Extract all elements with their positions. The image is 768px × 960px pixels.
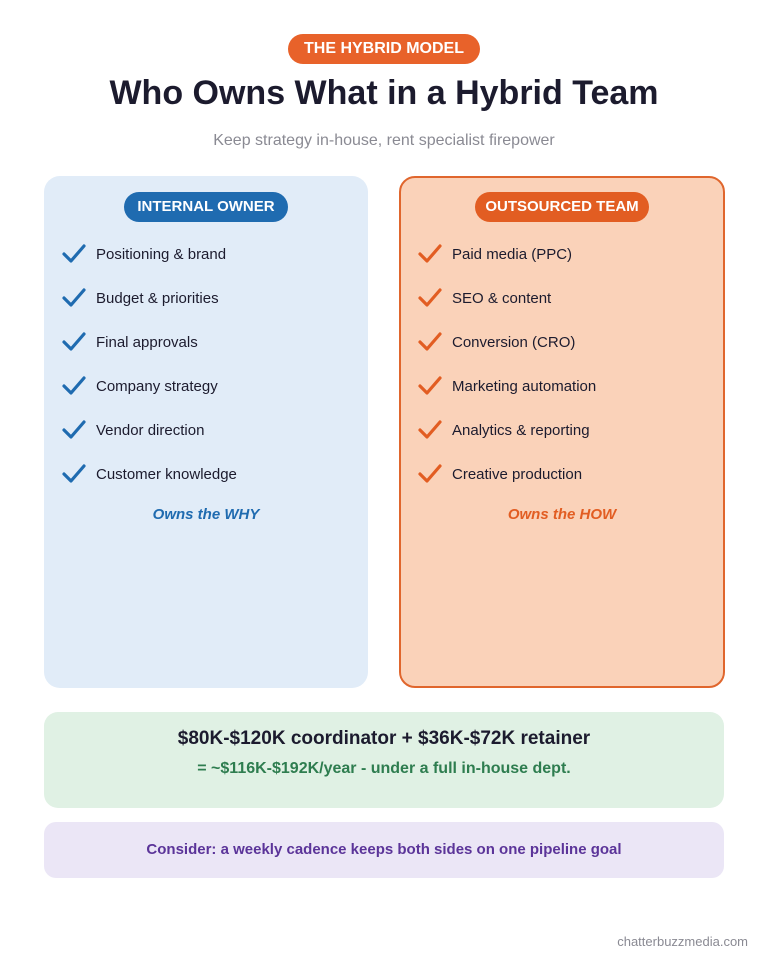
list-item [418,276,596,320]
outsourced-team-list [418,232,596,496]
check-icon [62,460,96,488]
list-item [418,232,596,276]
list-item [62,408,237,452]
tip-callout: Consider: a weekly cadence keeps both sides on one pipeline goal [44,822,724,878]
check-icon [418,240,452,268]
page-title: Who Owns What in a Hybrid Team [109,74,659,112]
check-icon [418,416,452,444]
outsourced-team-label: OUTSOURCED TEAM [475,192,649,222]
internal-owner-label: INTERNAL OWNER [124,192,288,222]
page-subtitle: Keep strategy in-house, rent specialist firepower [213,132,555,149]
check-icon [418,460,452,488]
list-item [418,452,596,496]
list-item-label: Final approvals [96,333,198,351]
list-item [62,452,237,496]
check-icon [62,416,96,444]
check-icon [62,372,96,400]
cost-total: = ~$116K-$192K/year - under a full in-house dept. [197,760,571,777]
list-item [418,320,596,364]
footer-website: chatterbuzzmedia.com [617,934,748,949]
cost-summary-box [44,712,724,808]
check-icon [418,372,452,400]
list-item-label: Marketing automation [452,377,597,395]
list-item-label: Creative production [452,465,583,483]
list-item-label: Analytics & reporting [452,421,590,439]
list-item-label: Customer knowledge [96,465,237,483]
cost-breakdown: $80K-$120K coordinator + $36K-$72K retainer [177,728,591,749]
list-item-label: SEO & content [452,289,552,307]
list-item-label: Vendor direction [96,421,205,439]
list-item-label: Budget & priorities [96,289,219,307]
list-item [418,364,596,408]
list-item [62,320,237,364]
eyebrow-badge: THE HYBRID MODEL [288,34,480,64]
list-item [62,364,237,408]
outsourced-team-summary: Owns the HOW [507,506,617,523]
list-item [62,232,237,276]
internal-owner-panel [44,176,368,688]
check-icon [62,240,96,268]
check-icon [418,284,452,312]
list-item-label: Company strategy [96,377,218,395]
list-item [62,276,237,320]
check-icon [62,284,96,312]
outsourced-team-panel [399,176,725,688]
list-item [418,408,596,452]
internal-owner-list [62,232,237,496]
list-item-label: Paid media (PPC) [452,245,573,263]
list-item-label: Positioning & brand [96,245,227,263]
check-icon [62,328,96,356]
check-icon [418,328,452,356]
internal-owner-summary: Owns the WHY [152,506,260,523]
list-item-label: Conversion (CRO) [452,333,576,351]
